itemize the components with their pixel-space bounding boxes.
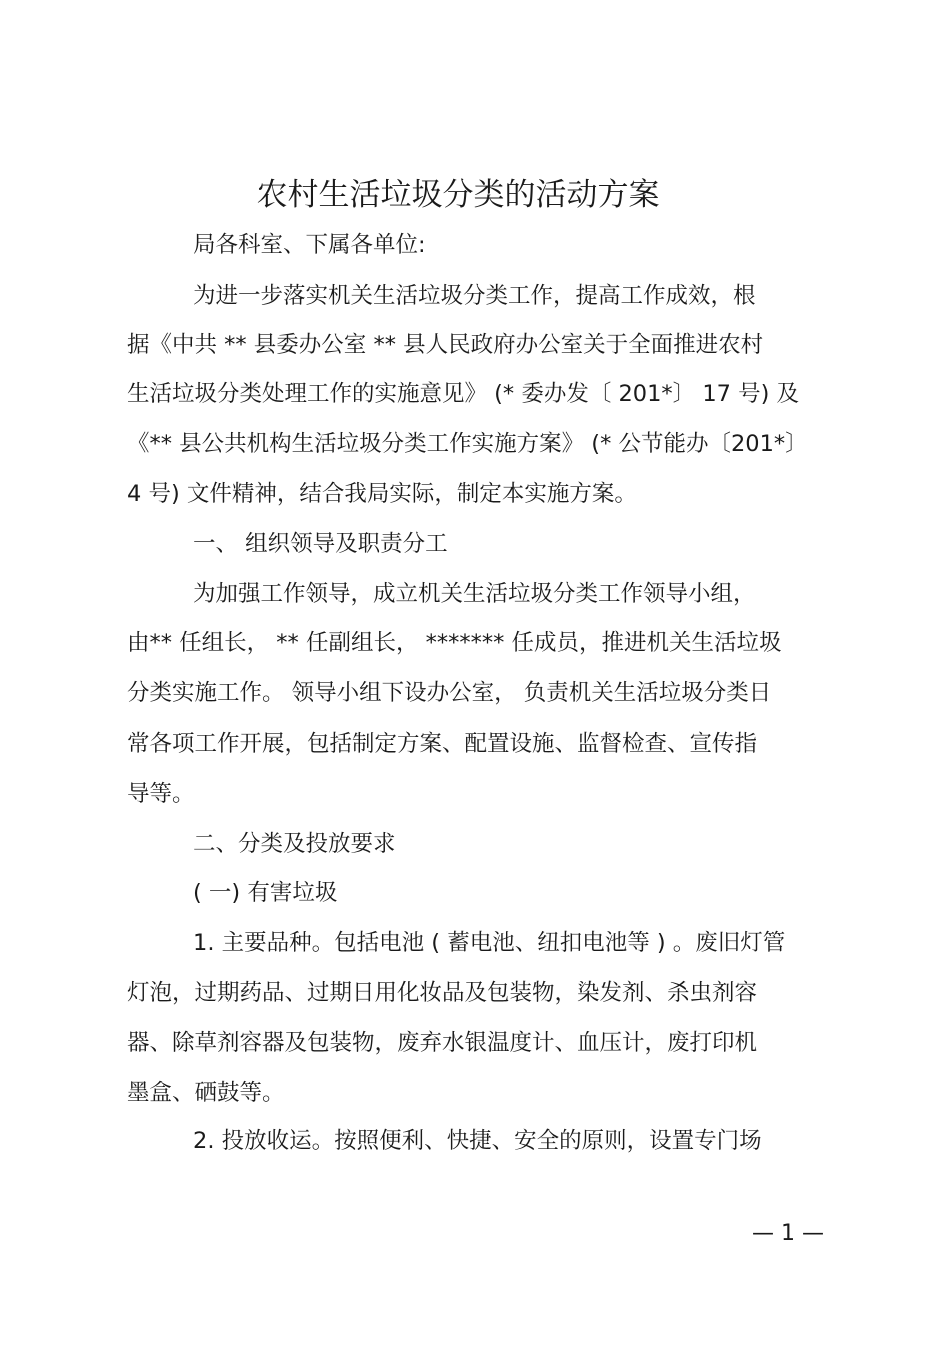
body-line: 4 号) 文件精神，结合我局实际，制定本实施方案。 — [127, 481, 637, 507]
body-line: 《** 县公共机构生活垃圾分类工作实施方案》 (* 公节能办〔201*〕 — [127, 431, 808, 457]
section-heading: 一、 组织领导及职责分工 — [193, 531, 448, 557]
body-line: 墨盒、硒鼓等。 — [127, 1080, 285, 1106]
salutation: 局各科室、下属各单位: — [193, 232, 426, 258]
body-line: 2. 投放收运。按照便利、快捷、安全的原则，设置专门场 — [193, 1128, 762, 1154]
body-line: 生活垃圾分类处理工作的实施意见》 (* 委办发〔 201*〕 17 号) 及 — [127, 381, 800, 407]
body-line: 灯泡，过期药品、过期日用化妆品及包装物，染发剂、杀虫剂容 — [127, 980, 758, 1006]
body-line: 1. 主要品种。包括电池 ( 蓄电池、纽扣电池等 ) 。废旧灯管 — [193, 930, 786, 956]
body-line: 为加强工作领导，成立机关生活垃圾分类工作领导小组， — [193, 581, 756, 607]
body-line: 由** 任组长， ** 任副组长， ******* 任成员，推进机关生活垃圾 — [127, 630, 782, 656]
body-line: 常各项工作开展，包括制定方案、配置设施、监督检查、宣传指 — [127, 731, 758, 757]
section-heading: 二、分类及投放要求 — [193, 831, 396, 857]
body-line: 器、除草剂容器及包装物，废弃水银温度计、血压计，废打印机 — [127, 1030, 758, 1056]
document-title: 农村生活垃圾分类的活动方案 — [256, 177, 660, 213]
body-line: 为进一步落实机关生活垃圾分类工作，提高工作成效，根 — [193, 283, 756, 309]
body-line: 导等。 — [127, 781, 195, 807]
body-line: 据《中共 ** 县委办公室 ** 县人民政府办公室关于全面推进农村 — [127, 332, 764, 358]
subsection-heading: ( 一) 有害垃圾 — [193, 880, 338, 906]
page-number: — 1 — — [752, 1221, 824, 1246]
body-line: 分类实施工作。 领导小组下设办公室， 负责机关生活垃圾分类日 — [127, 680, 772, 706]
